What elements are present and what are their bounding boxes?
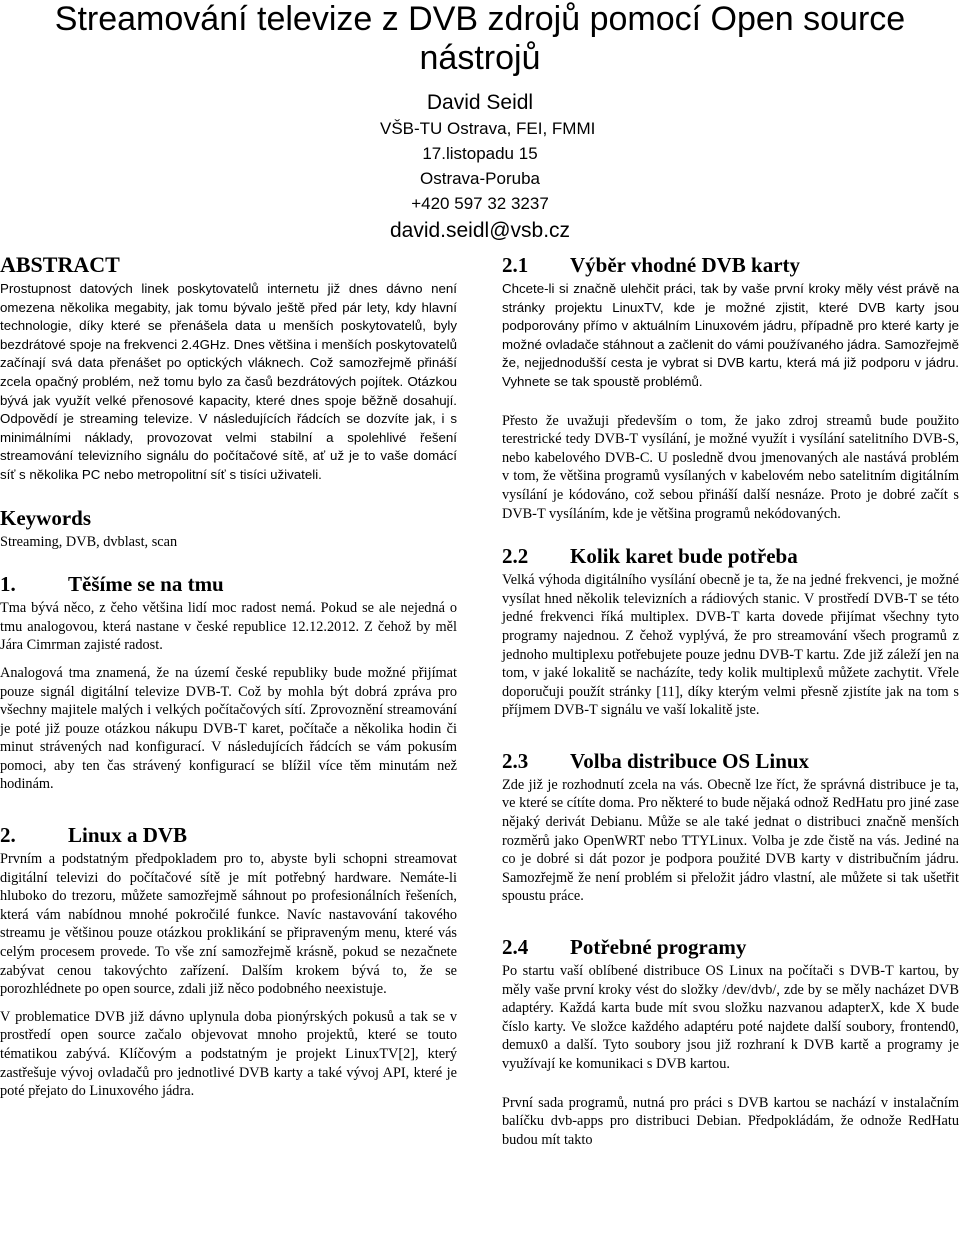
section-2-4-paragraph-1: Po startu vaší oblíbené distribuce OS Linux na počítači s DVB-T kartou, by měly vaše první kroky vést do složky /dev/dvb/, zde by se měly nacházet DVB adaptéry. Každá karta bude mít svou složku nazvanou adapterX, kde X bude číslo karty. Ve složce každého adaptéru poté najdete další soubory, frontend0, demux0 a další. Tyto soubory jsou již rozhraní k DVB kartě a programy je využívají ke komunikaci s DVB kartou. (502, 963, 959, 1072)
section-2-paragraph-2: V problematice DVB již dávno uplynula doba pionýrských pokusů a tak se v prostředí open source začalo objevovat mnoho projektů, které se touto tématikou zabývá. Klíčovým a podstatným je projekt LinuxTV[2], který zastřešuje vývoj ovladačů pro jednotlivé DVB karty a také vývoj API, které je poté přejato do Linuxového jádra. (0, 1008, 457, 1100)
section-1-paragraph-2: Analogová tma znamená, že na území české republiky bude možné přijímat pouze signál digitální televize DVB-T. Což by mohla být dobrá zpráva pro všechny majitele malých i velkých počítačových sítí. Zprovoznění streamování je poté již pouze otázkou nákupu DVB-T karet, počítače a několika hodin či minut strávených nad konfigurací. V následujících řádcích se vám pokusím pomoci, aby ten čas strávený konfigurací se blížil více těm minutám než hodinám. (0, 664, 457, 793)
section-2-2-title: Kolik karet bude potřeba (570, 544, 798, 569)
paper-title: Streamování televize z DVB zdrojů pomocí Open source nástrojů (54, 0, 906, 77)
section-1-title: Těšíme se na tmu (68, 572, 224, 597)
section-2-4-number: 2.4 (502, 935, 529, 960)
section-1-paragraph-1: Tma bývá něco, z čeho většina lidí moc radost nemá. Pokud se ale nejedná o tmu analogovou, která nastane v české republice 12.12.2012. Z čehož by měl Jára Cimrman zajisté radost. (0, 600, 457, 654)
section-2-heading (0, 822, 457, 848)
section-2-1-title: Výběr vhodné DVB karty (570, 253, 801, 277)
section-2-number: 2. (0, 823, 16, 848)
section-2-paragraph-1: Prvním a podstatným předpokladem pro to, abyste byli schopni streamovat digitální televizi do počítačové sítě je mít potřebný hardware. Nemáte-li hluboko do trezoru, můžete samozřejmě sáhnout po profesionálních řešeních, která vám nabídnou mnohé pokročilé funkce. Navíc nastavování takového streamu je většinou pouze otázkou proklikání se připraveným menu, které vás celým procesem provede. To vše zní samozřejmě krásně, pokud se nezačnete zabývat cenou takovýchto zařízení. Dalším krokem bývá to, že se porozhlédnete po open source, zdali již něco podobného neexistuje. (0, 851, 457, 998)
section-2-3-heading (502, 748, 959, 774)
abstract-text: Prostupnost datových linek poskytovatelů internetu již dnes dávno není omezena několika megabity, jak tomu bývalo ještě před pár lety, kdy hlavní technologie, díky které se přenášela data u menších poskytovatelů, byly bezdrátové spoje na frekvenci 2.4GHz. Dnes většina i menších poskytovatelů začínají svá data přenášet po optických vláknech. Což samozřejmě přináší zcela opačný problém, než tomu bylo za časů bezdrátových pojítek. Otázkou bývá jak využít velké přenosové kapacity, které dnes spoje běžně dosahují. Odpovědí je streaming televize. V následujících řádcích se dozvíte jak, i s minimálními náklady, provozovat velmi stabilní a spolehlivé řešení streamování televizního signálu do počítačové sítě, ať už je to vaše domácí síť s několika PC nebo metropolitní síť s tisíci uživateli. (0, 281, 457, 482)
keywords-text: Streaming, DVB, dvblast, scan (0, 533, 178, 550)
author-address-city: Ostrava-Poruba (420, 169, 540, 188)
section-2-2-heading (502, 543, 959, 569)
section-1-number: 1. (0, 572, 16, 597)
section-2-3-title: Volba distribuce OS Linux (570, 748, 810, 773)
section-2-4-title: Potřebné programy (570, 935, 747, 960)
author-block (380, 90, 596, 244)
author-phone: +420 597 32 3237 (411, 194, 549, 213)
section-2-2-number: 2.2 (502, 544, 529, 569)
left-column (0, 252, 457, 1101)
section-2-4-heading (502, 934, 959, 960)
section-2-1-paragraph-2: Přesto že uvažuji především o tom, že jako zdroj streamů bude použito terestrické tedy DVB-T vysílání, je možné využít i vysílání satelitního DVB-S, nebo kabelového DVB-C. U posledně dvou jmenovaných ale nastává problém v tom, že většina programů vysílaných v kabelovém nebo satelitním digitálním vysílání je kódováno, což sebou přináší další nesnáze. Proto je dobré začít s DVB-T vysíláním, kde je většina programů nekódovaných. (502, 412, 959, 522)
section-2-3-paragraph-1: Zde již je rozhodnutí zcela na vás. Obecně lze říct, že správná distribuce je ta, ve které se cítíte doma. Pro některé to bude nějaká odnož RedHatu pro jiné zase nějaký derivát Debianu. Může se ale také jednat o distribuci značně menších rozměrů jako OpenWRT nebo TTYLinux. Volba je zde čistě na vás. Jediné na co je dobré si dát pozor je podpora použité DVB karty v distribučním jádru. Samozřejmě že není problém si přeložit jádro vlastní, ale můžete si tak ušetřit spoustu práce. (502, 776, 959, 905)
section-2-1-paragraph-1: Chcete-li si značně ulehčit práci, tak by vaše první kroky měly vést právě na stránky projektu LinuxTV, kde je možné zjistit, které DVB karty jsou podporovány přímo v aktuálním Linuxovém jádru, případně pro které karty je možné ovladače stáhnout a začlenit do vámi používaného jádra. Samozřejmě že, nejjednodušší cesta je vybrat si DVB kartu, která má již podporu v jádru. Vyhnete se tak spoustě problémů. (502, 281, 959, 389)
author-affiliation: VŠB-TU Ostrava, FEI, FMMI (380, 119, 596, 138)
right-column (502, 252, 959, 1149)
section-2-2-paragraph-1: Velká výhoda digitálního vysílání obecně je ta, že na jedné frekvenci, je možné vysílat hned několik televizních a rádiových stanic. V prostředí DVB-T se této jedné frekvenci říká multiplex. DVB-T karta dovede přijímat všechny tyto programy najednou. Z čehož vyplývá, že pro streamování všech programů z jednoho multiplexu potřebujete pouze jednu DVB-T kartu. Zde již záleží jen na tom, v jaké lokalitě se nacházíte, tedy kolik multiplexů můžete zachytit. Vřele doporučuji použít stránky [11], díky kterým velmi přesně zjistíte jak na tom s příjmem DVB-T signálu ve vaší lokalitě jste. (502, 572, 959, 719)
abstract-heading: ABSTRACT (0, 252, 120, 277)
author-email: david.seidl@vsb.cz (389, 219, 571, 242)
author-address-street: 17.listopadu 15 (422, 144, 538, 163)
section-2-1-heading (502, 252, 959, 278)
section-2-title: Linux a DVB (68, 823, 188, 848)
section-2-4-paragraph-2: První sada programů, nutná pro práci s DVB kartou se nachází v instalačním balíčku dvb-apps pro distribuci Debian. Předpokládám, že odnože RedHatu budou mít takto (502, 1094, 959, 1148)
author-name: David Seidl (426, 91, 534, 114)
section-1-heading (0, 571, 457, 597)
keywords-heading: Keywords (0, 505, 91, 530)
section-2-1-number: 2.1 (502, 253, 529, 277)
section-2-3-number: 2.3 (502, 748, 529, 773)
